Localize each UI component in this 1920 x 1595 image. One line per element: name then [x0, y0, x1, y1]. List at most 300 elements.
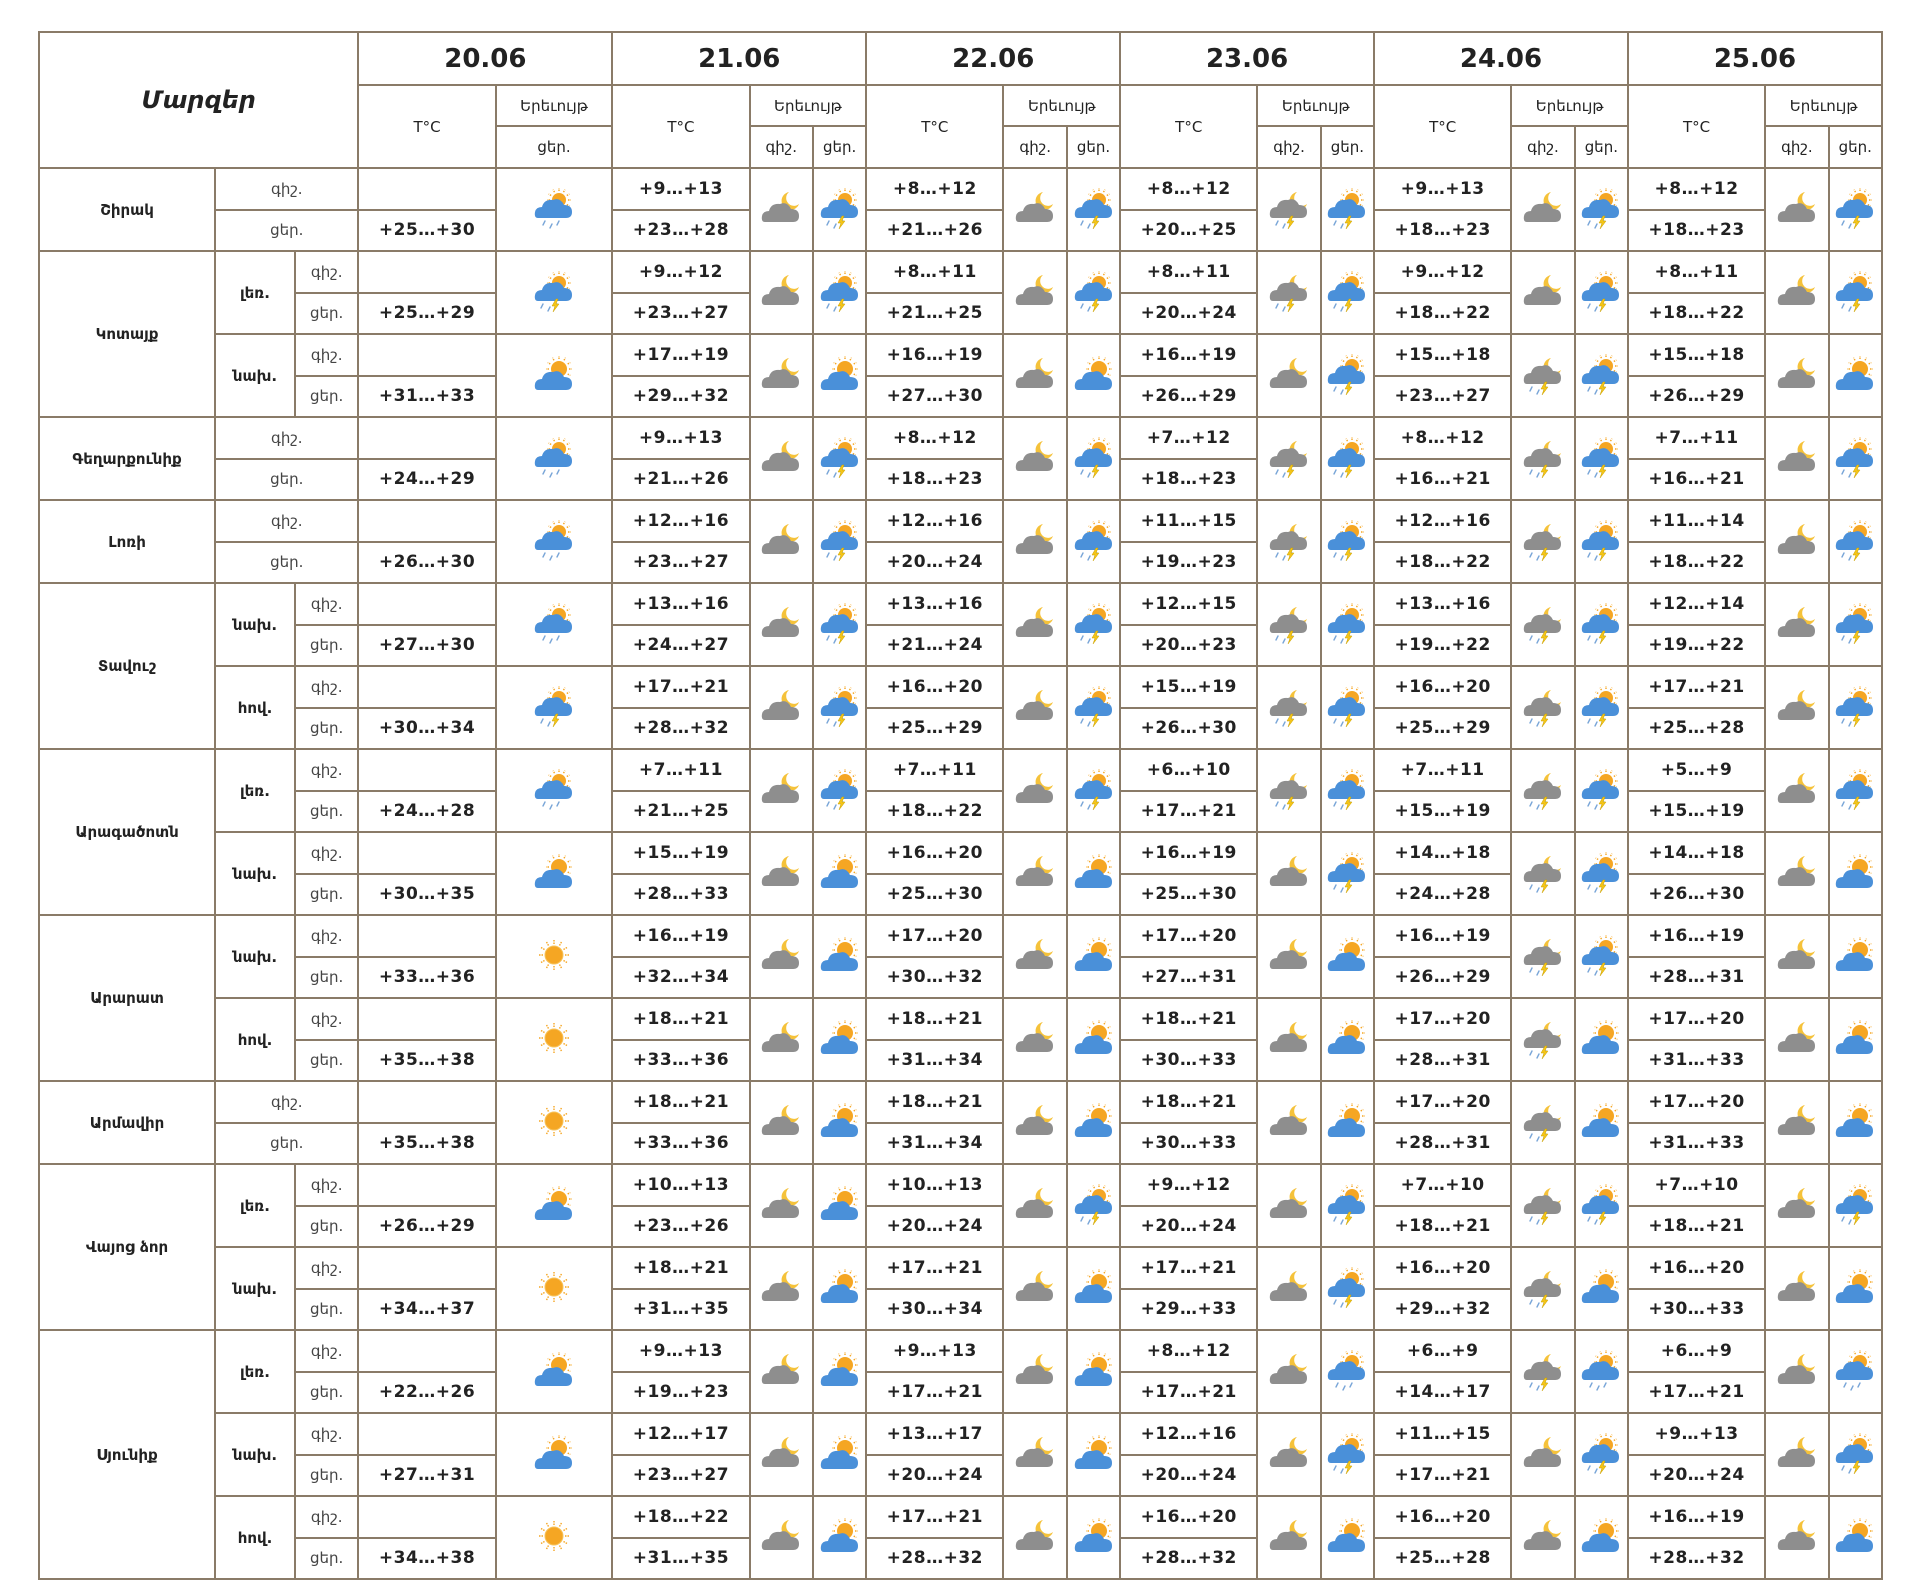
temp-day: +33…+36 — [612, 1123, 749, 1165]
temp-night: +14…+18 — [1374, 832, 1511, 874]
sun-cloud-icon — [497, 1348, 612, 1396]
weather-cell-day — [1321, 1330, 1374, 1413]
weather-cell-day — [813, 1164, 866, 1247]
moon-cloud-icon — [1004, 1348, 1065, 1396]
weather-cell-night — [1257, 749, 1320, 832]
temp-night-empty — [358, 251, 495, 293]
moon-cloud-thunder-rain-icon — [1258, 684, 1319, 732]
moon-cloud-icon — [1258, 1431, 1319, 1479]
moon-cloud-icon — [1766, 186, 1827, 234]
weather-cell-day — [813, 1413, 866, 1496]
sun-cloud-rain-icon — [1576, 1348, 1627, 1396]
table-row-night — [39, 500, 1882, 542]
sun-cloud-thunder-rain-icon — [1576, 850, 1627, 898]
weather-cell-night — [1257, 251, 1320, 334]
sun-cloud-thunder-rain-icon — [1322, 186, 1373, 234]
weather-cell-day — [1829, 832, 1882, 915]
temp-day: +20…+24 — [866, 542, 1003, 584]
temp-night: +7…+10 — [1628, 1164, 1765, 1206]
temp-day: +28…+32 — [1628, 1538, 1765, 1580]
zone-name: նախ. — [215, 915, 295, 998]
weather-cell-day — [1575, 749, 1628, 832]
weather-cell-night — [1511, 915, 1574, 998]
temp-night: +9…+13 — [612, 1330, 749, 1372]
temp-day: +33…+36 — [612, 1040, 749, 1082]
sun-cloud-thunder-rain-icon — [1322, 269, 1373, 317]
temp-day: +19…+23 — [612, 1372, 749, 1414]
weather-cell-day — [1575, 500, 1628, 583]
weather-cell-night — [1003, 583, 1066, 666]
weather-cell-day — [813, 417, 866, 500]
temp-day: +31…+34 — [866, 1040, 1003, 1082]
moon-cloud-icon — [1004, 518, 1065, 566]
moon-cloud-icon — [1004, 1099, 1065, 1147]
moon-cloud-icon — [1004, 684, 1065, 732]
temp-col-header: T°C — [1120, 85, 1257, 168]
weather-cell-day — [813, 500, 866, 583]
weather-cell-day — [1321, 334, 1374, 417]
phenomenon-header: Երեւույթ — [1003, 85, 1120, 126]
moon-cloud-icon — [1258, 1099, 1319, 1147]
temp-day: +27…+30 — [866, 376, 1003, 418]
temp-night: +16…+20 — [1374, 666, 1511, 708]
zone-name: լեռ. — [215, 251, 295, 334]
weather-cell-day — [1067, 500, 1120, 583]
temp-night: +18…+21 — [1120, 1081, 1257, 1123]
moon-cloud-icon — [751, 1431, 812, 1479]
region-name: Վայոց ձոր — [39, 1164, 215, 1330]
sun-cloud-thunder-rain-icon — [1576, 186, 1627, 234]
weather-cell-day — [1321, 666, 1374, 749]
temp-night: +8…+12 — [1374, 417, 1511, 459]
sun-icon — [497, 933, 612, 981]
weather-cell-day — [1575, 251, 1628, 334]
moon-cloud-icon — [1258, 352, 1319, 400]
temp-day: +31…+33 — [1628, 1040, 1765, 1082]
sun-cloud-thunder-rain-icon — [1576, 1431, 1627, 1479]
night-label: գիշ. — [215, 1081, 358, 1123]
night-label: գիշ. — [295, 334, 359, 376]
weather-cell-night — [1765, 583, 1828, 666]
sun-cloud-thunder-rain-icon — [1830, 767, 1881, 815]
zone-name: նախ. — [215, 832, 295, 915]
moon-cloud-icon — [1004, 601, 1065, 649]
weather-cell-night — [1257, 500, 1320, 583]
moon-cloud-icon — [1766, 1016, 1827, 1064]
moon-cloud-icon — [751, 1514, 812, 1562]
temp-day: +19…+23 — [1120, 542, 1257, 584]
zone-name: նախ. — [215, 334, 295, 417]
temp-day: +23…+27 — [612, 293, 749, 335]
temp-day: +30…+33 — [1120, 1040, 1257, 1082]
weather-cell-night — [1765, 666, 1828, 749]
temp-day: +18…+23 — [1120, 459, 1257, 501]
weather-cell-night — [1257, 1164, 1320, 1247]
weather-cell-night — [1003, 1247, 1066, 1330]
weather-cell-night — [750, 666, 813, 749]
temp-night-empty — [358, 1081, 495, 1123]
temp-night: +6…+9 — [1628, 1330, 1765, 1372]
region-name: Արագածոտն — [39, 749, 215, 915]
temp-night: +17…+21 — [866, 1247, 1003, 1289]
moon-cloud-icon — [1766, 933, 1827, 981]
sun-cloud-thunder-rain-icon — [1830, 186, 1881, 234]
weather-cell-day — [1575, 1081, 1628, 1164]
zone-name: հով. — [215, 1496, 295, 1579]
temp-day: +19…+22 — [1628, 625, 1765, 667]
temp-day: +35…+38 — [358, 1123, 495, 1165]
moon-cloud-icon — [1004, 1182, 1065, 1230]
zone-name: լեռ. — [215, 1164, 295, 1247]
sun-cloud-icon — [1068, 1099, 1119, 1147]
date-header: 22.06 — [866, 32, 1120, 85]
moon-cloud-thunder-rain-icon — [1512, 767, 1573, 815]
temp-day: +32…+34 — [612, 957, 749, 999]
temp-day: +25…+30 — [866, 874, 1003, 916]
moon-cloud-icon — [751, 1182, 812, 1230]
moon-cloud-icon — [751, 767, 812, 815]
moon-cloud-icon — [751, 269, 812, 317]
day-label: ցեր. — [295, 1040, 359, 1082]
sun-cloud-thunder-rain-icon — [1830, 269, 1881, 317]
sun-icon — [497, 1016, 612, 1064]
weather-cell-night — [750, 1081, 813, 1164]
weather-cell-day — [1829, 1496, 1882, 1579]
table-row-night — [39, 1164, 1882, 1206]
sun-cloud-icon — [1830, 850, 1881, 898]
day-subheader: ցեր. — [496, 126, 613, 168]
sun-cloud-thunder-rain-icon — [1068, 601, 1119, 649]
table-row-night — [39, 832, 1882, 874]
sun-cloud-icon — [1830, 1099, 1881, 1147]
sun-cloud-thunder-rain-icon — [1576, 1182, 1627, 1230]
temp-night-empty — [358, 500, 495, 542]
weather-cell-day — [813, 168, 866, 251]
night-label: գիշ. — [215, 168, 358, 210]
temp-day: +21…+24 — [866, 625, 1003, 667]
temp-day: +18…+22 — [866, 791, 1003, 833]
weather-cell-day — [1829, 1081, 1882, 1164]
region-name: Լոռի — [39, 500, 215, 583]
weather-cell-night — [1257, 1081, 1320, 1164]
weather-cell-day — [813, 666, 866, 749]
temp-night: +17…+21 — [1628, 666, 1765, 708]
weather-cell-day — [1067, 334, 1120, 417]
weather-cell-day — [1575, 168, 1628, 251]
temp-day: +31…+33 — [358, 376, 495, 418]
weather-cell-night — [1257, 1247, 1320, 1330]
temp-night: +12…+16 — [1120, 1413, 1257, 1455]
weather-cell-day — [1321, 417, 1374, 500]
temp-day: +26…+29 — [1374, 957, 1511, 999]
weather-cell-night — [1003, 500, 1066, 583]
moon-cloud-thunder-rain-icon — [1512, 435, 1573, 483]
weather-cell-night — [1765, 168, 1828, 251]
moon-cloud-icon — [1004, 767, 1065, 815]
day-label: ցեր. — [295, 1538, 359, 1580]
moon-cloud-icon — [1766, 518, 1827, 566]
sun-cloud-thunder-rain-icon — [1068, 1182, 1119, 1230]
sun-cloud-icon — [1830, 1514, 1881, 1562]
weather-cell-day — [1067, 832, 1120, 915]
temp-night: +11…+15 — [1120, 500, 1257, 542]
sun-cloud-thunder-rain-icon — [1322, 767, 1373, 815]
weather-cell — [496, 1081, 613, 1164]
temp-night: +16…+19 — [1374, 915, 1511, 957]
day-label: ցեր. — [295, 376, 359, 418]
temp-night: +13…+16 — [866, 583, 1003, 625]
sun-cloud-icon — [1068, 1348, 1119, 1396]
temp-day: +15…+19 — [1628, 791, 1765, 833]
moon-cloud-icon — [1004, 1514, 1065, 1562]
temp-day: +34…+38 — [358, 1538, 495, 1580]
temp-night: +6…+9 — [1374, 1330, 1511, 1372]
moon-cloud-icon — [1258, 1016, 1319, 1064]
weather-cell-night — [750, 915, 813, 998]
day-label: ցեր. — [295, 957, 359, 999]
weather-cell-night — [750, 832, 813, 915]
sun-cloud-icon — [1068, 1016, 1119, 1064]
zone-name: նախ. — [215, 1247, 295, 1330]
weather-cell-day — [1067, 998, 1120, 1081]
moon-cloud-thunder-rain-icon — [1258, 269, 1319, 317]
phenomenon-header: Երեւույթ — [750, 85, 867, 126]
sun-cloud-rain-icon — [1322, 1348, 1373, 1396]
temp-day: +21…+26 — [866, 210, 1003, 252]
weather-cell-night — [1511, 832, 1574, 915]
weather-cell-day — [1575, 1496, 1628, 1579]
weather-cell-day — [1575, 666, 1628, 749]
temp-night: +17…+20 — [1628, 1081, 1765, 1123]
temp-day: +22…+26 — [358, 1372, 495, 1414]
sun-cloud-icon — [1576, 1099, 1627, 1147]
table-row-night — [39, 583, 1882, 625]
weather-cell-day — [1829, 1330, 1882, 1413]
sun-cloud-thunder-rain-icon — [1322, 1182, 1373, 1230]
temp-day: +21…+25 — [612, 791, 749, 833]
temp-col-header: T°C — [612, 85, 749, 168]
temp-night: +16…+19 — [1120, 334, 1257, 376]
temp-night: +16…+19 — [1628, 1496, 1765, 1538]
weather-cell — [496, 915, 613, 998]
temp-night: +17…+19 — [612, 334, 749, 376]
zone-name: հով. — [215, 998, 295, 1081]
temp-day: +18…+21 — [1628, 1206, 1765, 1248]
moon-cloud-icon — [1004, 269, 1065, 317]
temp-day: +25…+28 — [1374, 1538, 1511, 1580]
temp-day: +18…+22 — [1628, 293, 1765, 335]
sun-icon — [497, 1514, 612, 1562]
moon-cloud-thunder-rain-icon — [1512, 601, 1573, 649]
temp-day: +18…+23 — [866, 459, 1003, 501]
weather-cell — [496, 998, 613, 1081]
temp-day: +28…+32 — [1120, 1538, 1257, 1580]
temp-day: +15…+19 — [1374, 791, 1511, 833]
date-header: 21.06 — [612, 32, 866, 85]
temp-night: +18…+21 — [612, 998, 749, 1040]
temp-night: +12…+16 — [1374, 500, 1511, 542]
temp-day: +18…+21 — [1374, 1206, 1511, 1248]
temp-night: +17…+20 — [1628, 998, 1765, 1040]
temp-night: +17…+21 — [1120, 1247, 1257, 1289]
moon-cloud-icon — [751, 601, 812, 649]
sun-cloud-thunder-rain-icon — [814, 601, 865, 649]
sun-cloud-thunder-rain-icon — [1576, 767, 1627, 815]
temp-night-empty — [358, 832, 495, 874]
temp-day: +35…+38 — [358, 1040, 495, 1082]
temp-night: +16…+20 — [1374, 1496, 1511, 1538]
temp-night-empty — [358, 1496, 495, 1538]
temp-day: +26…+29 — [1628, 376, 1765, 418]
moon-cloud-icon — [1512, 186, 1573, 234]
region-name: Արարատ — [39, 915, 215, 1081]
region-name: Շիրակ — [39, 168, 215, 251]
sun-cloud-icon — [1322, 933, 1373, 981]
sun-cloud-icon — [1830, 1265, 1881, 1313]
weather-cell-night — [1765, 832, 1828, 915]
temp-day: +20…+24 — [1120, 1455, 1257, 1497]
weather-cell-day — [1067, 1330, 1120, 1413]
temp-night: +9…+13 — [612, 417, 749, 459]
night-label: գիշ. — [295, 998, 359, 1040]
weather-cell — [496, 1330, 613, 1413]
weather-cell — [496, 251, 613, 334]
weather-cell-day — [1829, 500, 1882, 583]
temp-night: +8…+11 — [1628, 251, 1765, 293]
weather-cell-day — [1067, 666, 1120, 749]
moon-cloud-thunder-rain-icon — [1512, 518, 1573, 566]
region-name: Կոտայք — [39, 251, 215, 417]
sun-cloud-thunder-rain-icon — [814, 767, 865, 815]
temp-night: +9…+12 — [1374, 251, 1511, 293]
table-row-night — [39, 1330, 1882, 1372]
temp-night: +9…+13 — [866, 1330, 1003, 1372]
sun-cloud-icon — [1576, 1016, 1627, 1064]
day-subheader: ցեր. — [1829, 126, 1882, 168]
temp-night: +16…+19 — [866, 334, 1003, 376]
temp-night: +14…+18 — [1628, 832, 1765, 874]
sun-cloud-icon — [1830, 352, 1881, 400]
weather-cell-day — [1829, 1247, 1882, 1330]
sun-cloud-icon — [1068, 933, 1119, 981]
weather-cell-day — [1575, 1247, 1628, 1330]
weather-cell-day — [1829, 666, 1882, 749]
weather-cell-day — [1321, 749, 1374, 832]
night-label: գիշ. — [295, 1413, 359, 1455]
temp-night: +9…+13 — [1628, 1413, 1765, 1455]
moon-cloud-icon — [1766, 1514, 1827, 1562]
weather-cell — [496, 1247, 613, 1330]
moon-cloud-icon — [1004, 1265, 1065, 1313]
sun-cloud-thunder-rain-icon — [1068, 186, 1119, 234]
temp-day: +29…+32 — [612, 376, 749, 418]
zone-name: նախ. — [215, 583, 295, 666]
temp-night: +7…+12 — [1120, 417, 1257, 459]
temp-night: +18…+21 — [612, 1081, 749, 1123]
temp-day: +30…+34 — [358, 708, 495, 750]
sun-cloud-thunder-rain-icon — [1830, 684, 1881, 732]
sun-cloud-thunder-rain-icon — [1830, 1431, 1881, 1479]
weather-cell-day — [1321, 500, 1374, 583]
temp-night: +7…+11 — [612, 749, 749, 791]
table-row-night — [39, 1496, 1882, 1538]
moon-cloud-icon — [1766, 1182, 1827, 1230]
temp-day: +18…+22 — [1628, 542, 1765, 584]
temp-day: +17…+21 — [1120, 791, 1257, 833]
moon-cloud-icon — [751, 1348, 812, 1396]
sun-cloud-rain-icon — [1830, 1348, 1881, 1396]
weather-cell-night — [750, 1330, 813, 1413]
weather-cell-day — [1321, 915, 1374, 998]
sun-cloud-thunder-rain-icon — [497, 684, 612, 732]
temp-night: +10…+13 — [866, 1164, 1003, 1206]
region-name: Տավուշ — [39, 583, 215, 749]
night-subheader: գիշ. — [1511, 126, 1574, 168]
moon-cloud-icon — [751, 1016, 812, 1064]
weather-cell-night — [1003, 998, 1066, 1081]
sun-cloud-thunder-rain-icon — [497, 269, 612, 317]
date-header: 23.06 — [1120, 32, 1374, 85]
moon-cloud-icon — [751, 1099, 812, 1147]
sun-cloud-icon — [1322, 1099, 1373, 1147]
weather-cell — [496, 666, 613, 749]
moon-cloud-icon — [1766, 1265, 1827, 1313]
temp-day: +25…+28 — [1628, 708, 1765, 750]
sun-cloud-icon — [814, 1431, 865, 1479]
sun-cloud-thunder-rain-icon — [1576, 435, 1627, 483]
weather-cell-night — [1003, 1164, 1066, 1247]
date-header: 25.06 — [1628, 32, 1882, 85]
temp-day: +31…+34 — [866, 1123, 1003, 1165]
sun-cloud-thunder-rain-icon — [1830, 1182, 1881, 1230]
temp-night: +7…+11 — [1628, 417, 1765, 459]
temp-day: +25…+29 — [866, 708, 1003, 750]
sun-cloud-thunder-rain-icon — [1068, 269, 1119, 317]
weather-cell — [496, 417, 613, 500]
temp-night: +7…+11 — [1374, 749, 1511, 791]
phenomenon-header: Երեւույթ — [1511, 85, 1628, 126]
day-label: ցեր. — [215, 459, 358, 501]
weather-cell-day — [1829, 251, 1882, 334]
temp-day: +18…+23 — [1374, 210, 1511, 252]
temp-night: +15…+18 — [1628, 334, 1765, 376]
table-row-night — [39, 998, 1882, 1040]
weather-cell-night — [1003, 749, 1066, 832]
temp-night: +8…+12 — [866, 417, 1003, 459]
temp-night: +13…+16 — [612, 583, 749, 625]
day-subheader: ցեր. — [1067, 126, 1120, 168]
temp-col-header: T°C — [1374, 85, 1511, 168]
day-label: ցեր. — [295, 1206, 359, 1248]
day-label: ցեր. — [295, 293, 359, 335]
temp-night: +16…+20 — [1374, 1247, 1511, 1289]
moon-cloud-icon — [1766, 684, 1827, 732]
temp-day: +28…+31 — [1374, 1040, 1511, 1082]
temp-night: +15…+19 — [612, 832, 749, 874]
temp-night: +8…+12 — [1628, 168, 1765, 210]
temp-day: +24…+29 — [358, 459, 495, 501]
weather-cell — [496, 500, 613, 583]
temp-day: +30…+33 — [1120, 1123, 1257, 1165]
temp-night: +17…+21 — [612, 666, 749, 708]
weather-cell-day — [1829, 1413, 1882, 1496]
weather-cell-night — [1765, 500, 1828, 583]
temp-day: +26…+29 — [1120, 376, 1257, 418]
weather-cell — [496, 832, 613, 915]
weather-cell-day — [1829, 583, 1882, 666]
temp-day: +21…+25 — [866, 293, 1003, 335]
weather-cell-day — [1321, 832, 1374, 915]
